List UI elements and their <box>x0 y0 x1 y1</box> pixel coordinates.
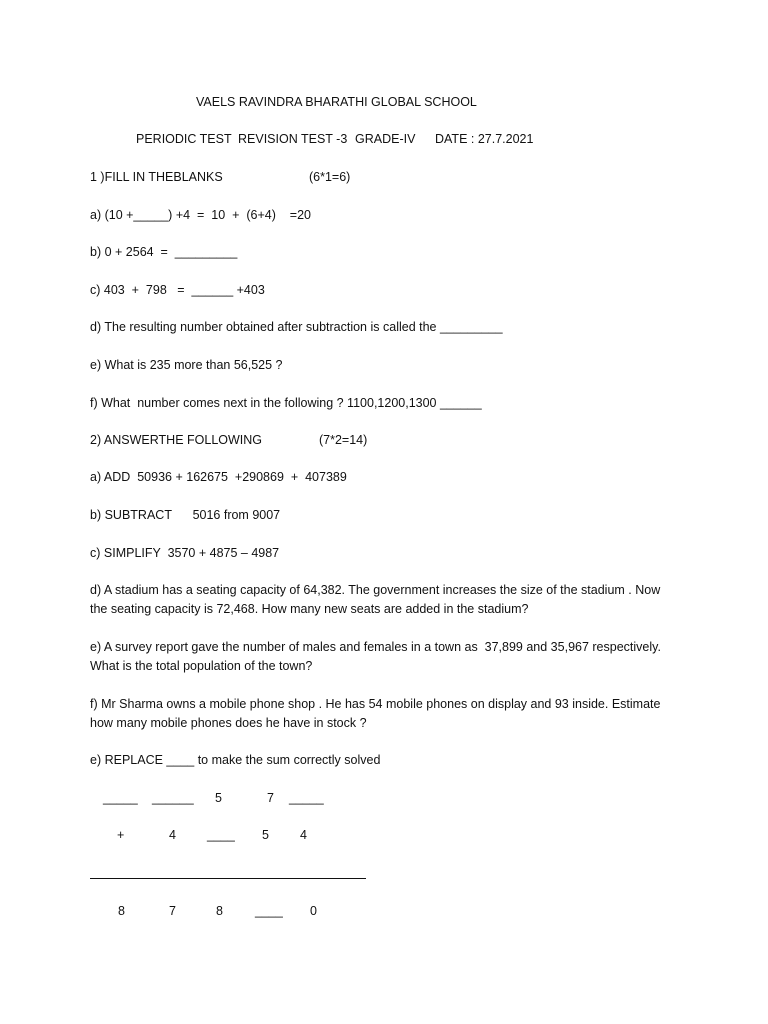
question-1d: d) The resulting number obtained after subtraction is called the _________ <box>90 320 503 334</box>
question-1e: e) What is 235 more than 56,525 ? <box>90 358 283 372</box>
puzzle-row2-col3: ____ <box>207 828 235 842</box>
question-1c: c) 403 + 798 = ______ +403 <box>90 283 265 297</box>
puzzle-row3-col4: ____ <box>255 904 283 918</box>
question-2d-line1: d) A stadium has a seating capacity of 64,382. The government increases the size of the stadium . Now <box>90 583 661 597</box>
test-name: PERIODIC TEST <box>136 132 232 146</box>
puzzle-row1-col4: 7 <box>267 791 274 805</box>
puzzle-row3-col1: 8 <box>118 904 125 918</box>
section2-title: 2) ANSWERTHE FOLLOWING <box>90 433 263 447</box>
section1-marks: (6*1=6) <box>309 170 351 184</box>
grade-label: GRADE-IV <box>355 132 416 146</box>
question-2e-line1: e) A survey report gave the number of males and females in a town as 37,899 and 35,967 respectively. <box>90 640 661 654</box>
revision-label: REVISION TEST -3 <box>238 132 348 146</box>
puzzle-row2-col4: 5 <box>262 828 269 842</box>
school-name: VAELS RAVINDRA BHARATHI GLOBAL SCHOOL <box>196 95 477 109</box>
puzzle-row1-col2: ______ <box>152 791 194 805</box>
question-2d-line2: the seating capacity is 72,468. How many new seats are added in the stadium? <box>90 602 529 616</box>
question-1b: b) 0 + 2564 = _________ <box>90 245 238 259</box>
section1-title: 1 )FILL IN THEBLANKS <box>90 170 223 184</box>
puzzle-row1-col5: _____ <box>289 791 324 805</box>
question-2f-line1: f) Mr Sharma owns a mobile phone shop . He has 54 mobile phones on display and 93 inside. Estimate <box>90 697 661 711</box>
question-1a: a) (10 +_____) +4 = 10 + (6+4) =20 <box>90 208 311 222</box>
sum-divider-line <box>90 878 366 879</box>
question-2c: c) SIMPLIFY 3570 + 4875 – 4987 <box>90 546 280 560</box>
date-label: DATE : 27.7.2021 <box>435 132 534 146</box>
puzzle-row3-col2: 7 <box>169 904 176 918</box>
puzzle-row1-col1: _____ <box>103 791 138 805</box>
puzzle-row1-col3: 5 <box>215 791 222 805</box>
puzzle-row2-col2: 4 <box>169 828 176 842</box>
puzzle-row3-col3: 8 <box>216 904 223 918</box>
section2-marks: (7*2=14) <box>319 433 368 447</box>
question-2b: b) SUBTRACT 5016 from 9007 <box>90 508 281 522</box>
puzzle-row2-col1: + <box>117 828 125 842</box>
question-2e-line2: What is the total population of the town? <box>90 659 313 673</box>
puzzle-row3-col5: 0 <box>310 904 317 918</box>
question-2-replace: e) REPLACE ____ to make the sum correctly solved <box>90 753 381 767</box>
question-2a: a) ADD 50936 + 162675 +290869 + 407389 <box>90 470 347 484</box>
question-2f-line2: how many mobile phones does he have in stock ? <box>90 716 367 730</box>
question-1f: f) What number comes next in the following ? 1100,1200,1300 ______ <box>90 396 482 410</box>
puzzle-row2-col5: 4 <box>300 828 307 842</box>
